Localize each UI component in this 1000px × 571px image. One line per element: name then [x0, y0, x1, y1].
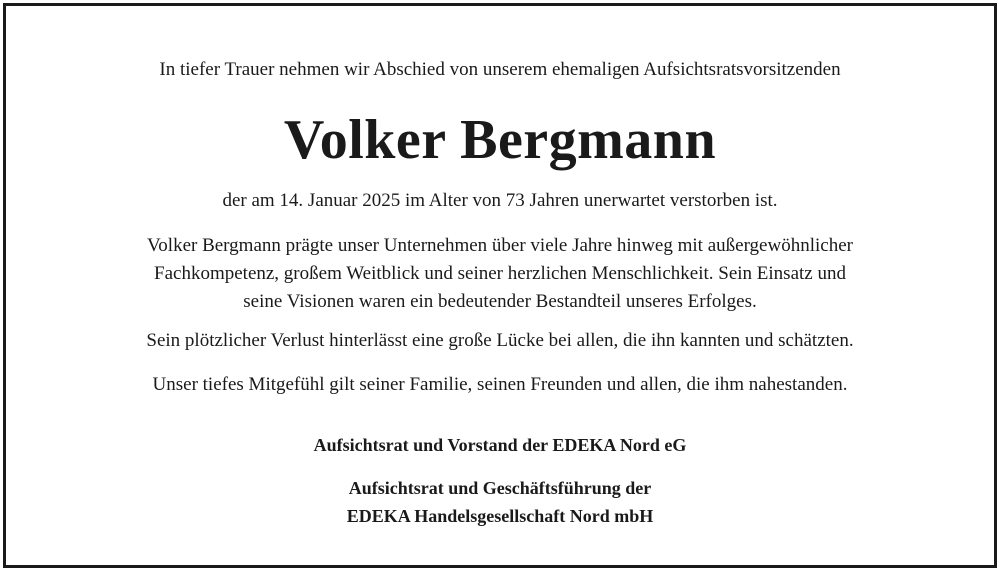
- deceased-name: Volker Bergmann: [283, 109, 717, 171]
- tribute-line: Volker Bergmann prägte unser Unternehmen über viele Jahre hinweg mit außergewöhnlicher: [147, 235, 853, 256]
- death-line: der am 14. Januar 2025 im Alter von 73 Jahren unerwartet verstorben ist.: [222, 190, 778, 211]
- sympathy-line: Unser tiefes Mitgefühl gilt seiner Familie, seinen Freunden und allen, die ihm nahestanden.: [152, 374, 848, 395]
- signature-second-line: Aufsichtsrat und Geschäftsführung der: [348, 478, 652, 498]
- obituary-content: [6, 6, 994, 565]
- signature-second: [26, 474, 974, 530]
- intro-line: In tiefer Trauer nehmen wir Abschied von unserem ehemaligen Aufsichtsratsvorsitzenden: [159, 59, 841, 80]
- loss-line: Sein plötzlicher Verlust hinterlässt eine große Lücke bei allen, die ihn kannten und schätzten.: [146, 330, 854, 351]
- tribute-paragraph: [26, 232, 974, 316]
- signature-first: Aufsichtsrat und Vorstand der EDEKA Nord eG: [313, 435, 687, 455]
- signature-second-line: EDEKA Handelsgesellschaft Nord mbH: [346, 506, 654, 526]
- obituary-frame: [3, 3, 997, 568]
- tribute-line: seine Visionen waren ein bedeutender Bestandteil unseres Erfolges.: [243, 291, 757, 312]
- tribute-line: Fachkompetenz, großem Weitblick und seiner herzlichen Menschlichkeit. Sein Einsatz und: [154, 263, 846, 284]
